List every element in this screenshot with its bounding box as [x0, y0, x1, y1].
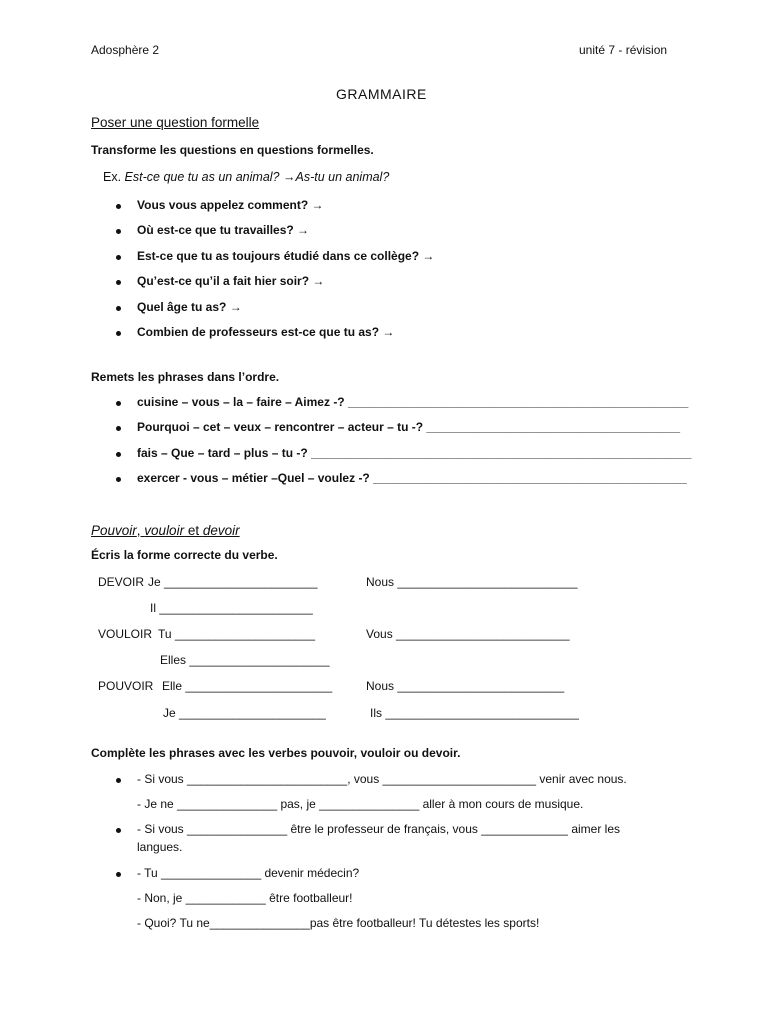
blank-pouvoir-ils: Ils _____________________________: [370, 706, 579, 720]
verb-label-vouloir: VOULOIR: [98, 627, 153, 641]
header-left: Adosphère 2: [91, 43, 160, 57]
exercise-line: - Je ne _______________ pas, je _______________ aller à mon cours de musique.: [137, 797, 584, 811]
instruction-conjugate: Écris la forme correcte du verbe.: [91, 548, 278, 562]
example-line: [103, 170, 389, 184]
verb-label-devoir: DEVOIR: [98, 575, 145, 589]
exercise-line: - Si vous ________________________, vous _______________________ venir avec nous.: [137, 772, 627, 786]
bullet-icon: [116, 255, 121, 260]
bullet-icon: [116, 426, 121, 431]
header-right: unité 7 - révision: [579, 43, 668, 57]
arrow-icon: →: [282, 170, 296, 184]
heading-part: et: [184, 523, 203, 538]
question-item: Est-ce que tu as toujours étudié dans ce collège? →: [137, 249, 435, 263]
question-item: Combien de professeurs est-ce que tu as? →: [137, 325, 395, 339]
bullet-icon: [116, 872, 121, 877]
order-item: cuisine – vous – la – faire – Aimez -? ___________________________________________________: [137, 395, 689, 409]
order-item: fais – Que – tard – plus – tu -? _________________________________________________________: [137, 446, 692, 460]
heading-part: ,: [136, 523, 145, 538]
heading-part: Pouvoir: [91, 523, 137, 538]
example-question: Est-ce que tu as un animal?: [124, 170, 280, 184]
blank-devoir-nous: Nous ___________________________: [366, 575, 578, 589]
section-heading-questions: Poser une question formelle: [91, 115, 260, 130]
bullet-icon: [116, 331, 121, 336]
instruction-order: Remets les phrases dans l’ordre.: [91, 370, 280, 384]
blank-pouvoir-nous: Nous _________________________: [366, 679, 565, 693]
question-item: Où est-ce que tu travailles? →: [137, 223, 310, 237]
instruction-transform: Transforme les questions en questions formelles.: [91, 143, 374, 157]
page-title: GRAMMAIRE: [336, 86, 427, 102]
example-prefix: Ex.: [103, 170, 122, 184]
bullet-icon: [116, 778, 121, 783]
blank-vouloir-vous: Vous __________________________: [366, 627, 570, 641]
bullet-icon: [116, 828, 121, 833]
blank-devoir-je: Je _______________________: [148, 575, 318, 589]
exercise-line: - Quoi? Tu ne_______________pas être footballeur! Tu détestes les sports!: [137, 916, 540, 930]
blank-pouvoir-elle: Elle ______________________: [162, 679, 333, 693]
exercise-line: - Si vous _______________ être le professeur de français, vous _____________ aimer les: [137, 822, 620, 836]
bullet-icon: [116, 280, 121, 285]
exercise-line: - Non, je ____________ être footballeur!: [137, 891, 353, 905]
verb-label-pouvoir: POUVOIR: [98, 679, 154, 693]
bullet-icon: [116, 306, 121, 311]
blank-vouloir-elles: Elles _____________________: [160, 653, 330, 667]
bullet-icon: [116, 452, 121, 457]
example-answer: As-tu un animal?: [295, 170, 390, 184]
order-item: exercer - vous – métier –Quel – voulez -? _______________________________________________: [137, 471, 687, 485]
question-item: Quel âge tu as? →: [137, 300, 242, 314]
question-item: Vous vous appelez comment? →: [137, 198, 324, 212]
heading-part: devoir: [202, 523, 240, 538]
bullet-icon: [116, 229, 121, 234]
blank-pouvoir-je: Je ______________________: [163, 706, 326, 720]
exercise-line: - Tu _______________ devenir médecin?: [137, 866, 360, 880]
order-item: Pourquoi – cet – veux – rencontrer – acteur – tu -? ______________________________________: [137, 420, 681, 434]
blank-vouloir-tu: Tu _____________________: [158, 627, 316, 641]
exercise-line: langues.: [137, 840, 183, 854]
instruction-complete: Complète les phrases avec les verbes pouvoir, vouloir ou devoir.: [91, 746, 461, 760]
bullet-icon: [116, 204, 121, 209]
question-item: Qu’est-ce qu’il a fait hier soir? →: [137, 274, 325, 288]
bullet-icon: [116, 477, 121, 482]
bullet-icon: [116, 401, 121, 406]
heading-part: vouloir: [144, 523, 185, 538]
blank-devoir-il: Il _______________________: [150, 601, 313, 615]
section-heading-verbs: [91, 523, 240, 538]
